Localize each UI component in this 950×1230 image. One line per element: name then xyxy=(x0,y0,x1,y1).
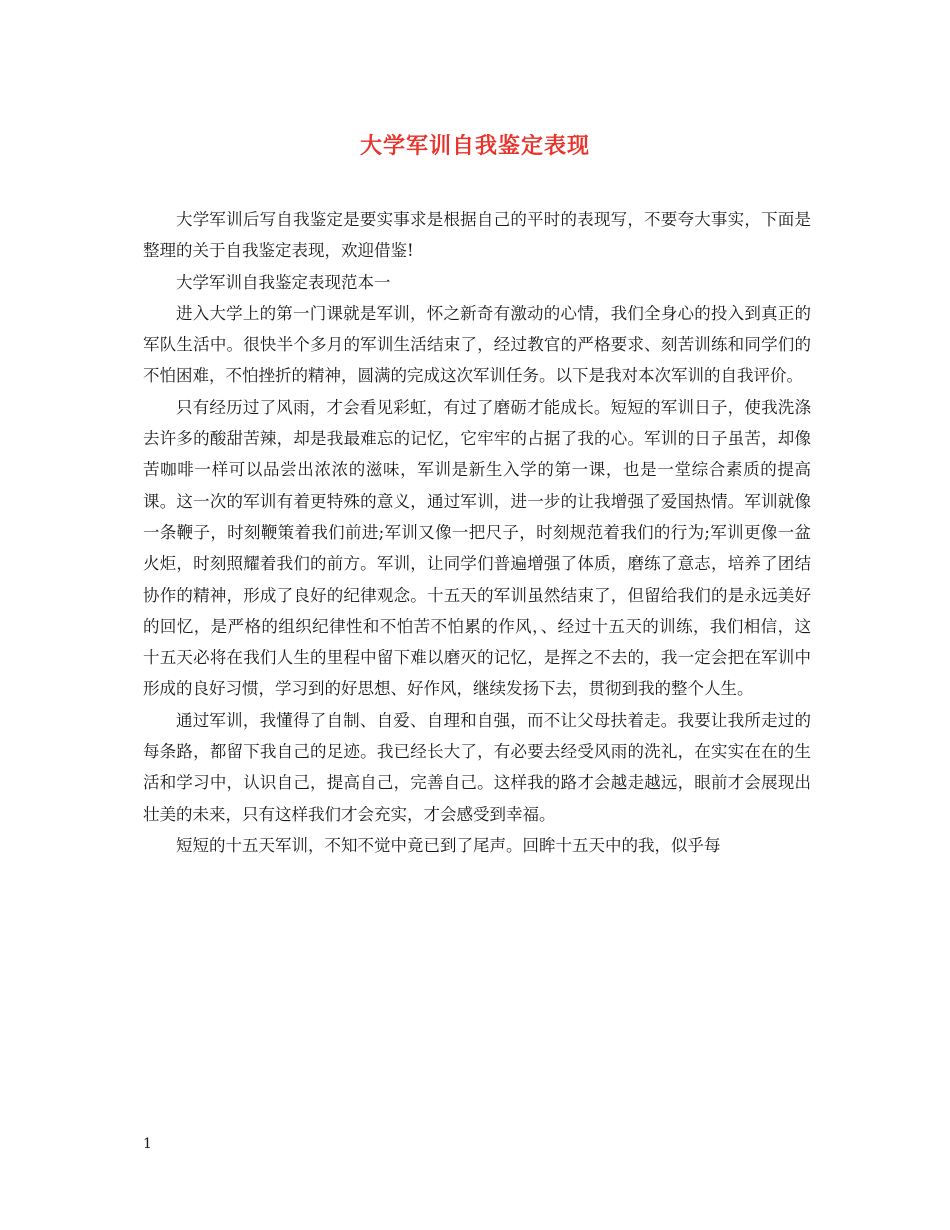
section-heading: 大学军训自我鉴定表现范本一 xyxy=(176,272,391,292)
document-body xyxy=(143,204,811,861)
body-paragraph: 短短的十五天军训，不知不觉中竟已到了尾声。回眸十五天中的我，似乎每 xyxy=(176,835,721,855)
body-paragraph: 只有经历过了风雨，才会看见彩虹，有过了磨砺才能成长。短短的军训日子，使我洗涤去许多的酸甜苦辣，却是我最难忘的记忆，它牢牢的占据了我的心。军训的日子虽苦，却像苦咖啡一样可以品尝出浓浓的滋味，军训是新生入学的第一课，也是一堂综合素质的提高课。这一次的军训有着更特殊的意义，通过军训，进一步的让我增强了爱国热情。军训就像一条鞭子，时刻鞭策着我们前进;军训又像一把尺子，时刻规范着我们的行为;军训更像一盆火炬，时刻照耀着我们的前方。军训，让同学们普遍增强了体质，磨练了意志，培养了团结协作的精神，形成了良好的纪律观念。十五天的军训虽然结束了，但留给我们的是永远美好的回忆，是严格的组织纪律性和不怕苦不怕累的作风，、经过十五天的训练，我们相信，这十五天必将在我们人生的里程中留下难以磨灭的记忆，是挥之不去的，我一定会把在军训中形成的良好习惯，学习到的好思想、好作风，继续发扬下去，贯彻到我的整个人生。 xyxy=(143,397,811,699)
body-paragraph: 通过军训，我懂得了自制、自爱、自理和自强，而不让父母扶着走。我要让我所走过的每条路，都留下我自己的足迹。我已经长大了，有必要去经受风雨的洗礼，在实实在在的生活和学习中，认识自己，提高自己，完善自己。这样我的路才会越走越远，眼前才会展现出壮美的未来，只有这样我们才会充实，才会感受到幸福。 xyxy=(143,710,811,824)
document-title: 大学军训自我鉴定表现 xyxy=(359,133,590,159)
page-number: 1 xyxy=(143,1136,152,1152)
intro-paragraph: 大学军训后写自我鉴定是要实事求是根据自己的平时的表现写，不要夸大事实，下面是整理的关于自我鉴定表现，欢迎借鉴! xyxy=(143,210,811,261)
body-paragraph: 进入大学上的第一门课就是军训，怀之新奇有激动的心情，我们全身心的投入到真正的军队生活中。很快半个多月的军训生活结束了，经过教官的严格要求、刻苦训练和同学们的不怕困难，不怕挫折的精神，圆满的完成这次军训任务。以下是我对本次军训的自我评价。 xyxy=(143,303,811,386)
